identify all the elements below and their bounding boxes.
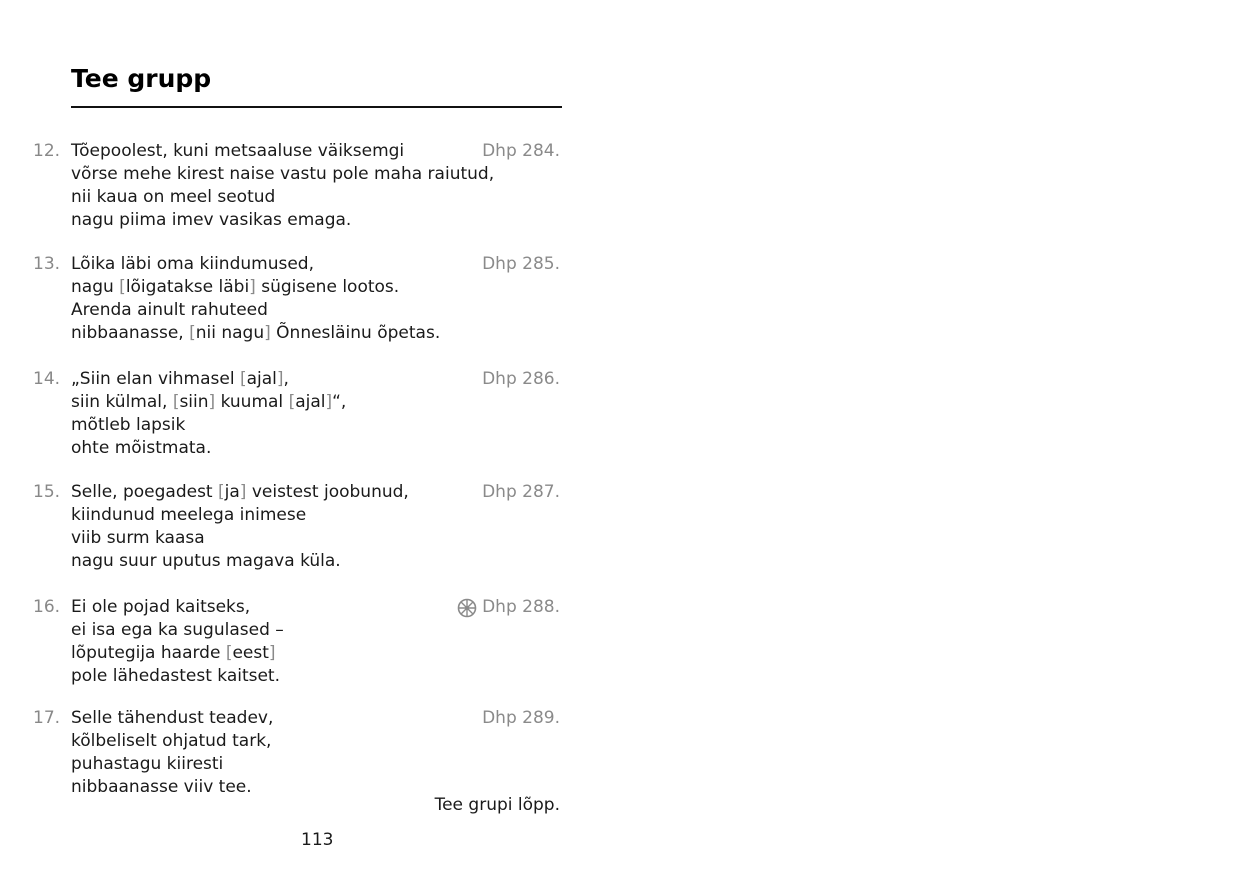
verse-line: kiindunud meelega inimese [71,505,307,525]
verse-text [71,253,440,345]
verse-line: kõlbeliselt ohjatud tark, [71,731,272,751]
verse-line: Selle, poegadest [ja] veistest joobunud, [71,482,409,502]
verse-12 [0,140,565,236]
verse-line: ei isa ega ka sugulased – [71,620,284,640]
verse-line: Tõepoolest, kuni metsaaluse väiksemgi [71,141,405,161]
verse-line: nagu [lõigatakse läbi] sügisene lootos. [71,277,400,297]
editorial-bracket: [ [172,392,180,412]
verse-line: nagu suur uputus magava küla. [71,551,341,571]
editorial-bracket: [ [119,277,126,297]
verse-line: nii kaua on meel seotud [71,187,276,207]
verse-number: 12. [33,141,61,161]
verse-line: siin külmal, [siin] kuumal [ajal]“, [71,392,347,412]
verse-reference: Dhp 286. [482,369,560,389]
verse-line: Lõika läbi oma kiindumused, [71,254,314,274]
verse-14 [0,368,565,464]
verse-line: Arenda ainult rahuteed [71,300,268,320]
verse-line: mõtleb lapsik [71,415,186,435]
page-number: 113 [301,830,334,850]
verse-line: „Siin elan vihmasel [ajal], [71,369,289,389]
editorial-bracket: ] [325,392,333,412]
verse-line: võrse mehe kirest naise vastu pole maha raiutud, [71,164,495,184]
verse-number: 14. [33,369,61,389]
verse-reference: Dhp 284. [482,141,560,161]
verse-line: Selle tähendust teadev, [71,708,274,728]
editorial-bracket: ] [264,323,271,343]
title-rule [71,106,562,108]
verse-line: nibbaanasse viiv tee. [71,777,252,797]
verse-text [71,596,284,688]
verse-line: Ei ole pojad kaitseks, [71,597,251,617]
editorial-bracket: [ [218,482,225,502]
editorial-bracket: ] [249,277,256,297]
chapter-end-note: Tee grupi lõpp. [434,795,560,815]
verse-line: viib surm kaasa [71,528,205,548]
verse-number: 17. [33,708,61,728]
editorial-bracket: [ [288,392,296,412]
editorial-bracket: ] [268,643,276,663]
verse-line: puhastagu kiiresti [71,754,224,774]
verse-reference: Dhp 287. [482,482,560,502]
verse-line: lõputegija haarde [eest] [71,643,276,663]
editorial-bracket: ] [276,369,284,389]
verse-16 [0,596,565,692]
verse-text [71,140,494,232]
verse-reference: Dhp 289. [482,708,560,728]
verse-number: 16. [33,597,61,617]
verse-line: nibbaanasse, [nii nagu] Õnnesläinu õpetas. [71,323,441,343]
verse-line: pole lähedastest kaitset. [71,666,281,686]
verse-reference: Dhp 288. [482,597,560,617]
verse-reference: Dhp 285. [482,254,560,274]
verse-17 [0,707,565,803]
verse-text [71,707,273,799]
editorial-bracket: [ [239,369,247,389]
editorial-bracket: [ [189,323,196,343]
editorial-bracket: ] [208,392,216,412]
verse-text [71,481,409,573]
editorial-bracket: ] [239,482,247,502]
verse-text [71,368,346,460]
page-title: Tee grupp [71,64,212,93]
verse-number: 15. [33,482,61,502]
verse-15 [0,481,565,577]
verse-line: nagu piima imev vasikas emaga. [71,210,352,230]
verse-line: ohte mõistmata. [71,438,212,458]
verse-13 [0,253,565,349]
dharma-wheel-icon [457,598,477,618]
verse-number: 13. [33,254,61,274]
editorial-bracket: [ [225,643,233,663]
